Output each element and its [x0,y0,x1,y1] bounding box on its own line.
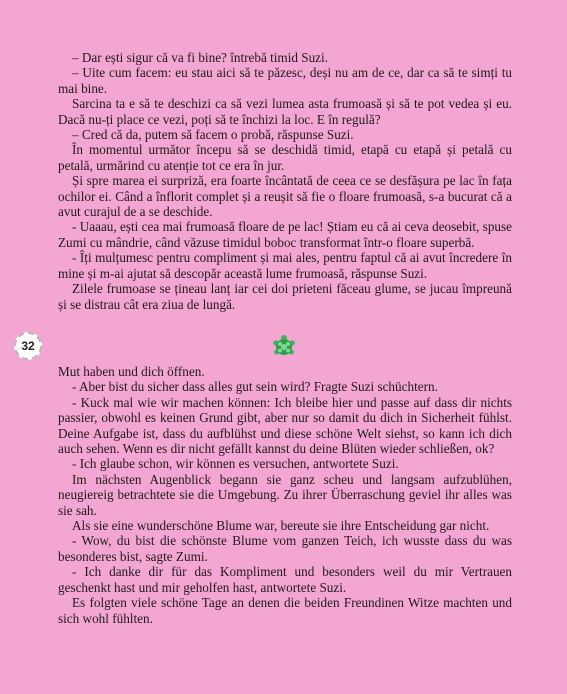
paragraph: – Uite cum facem: eu stau aici să te păzesc, deși nu am de ce, dar ca să te simți tu mai bine. [58,65,512,96]
paragraph: - Îți mulțumesc pentru compliment și mai ales, pentru faptul că ai avut încredere în mine și m-ai ajutat să descopăr această lume frumoasă, răspunse Suzi. [58,250,512,281]
paragraph: Im nächsten Augenblick begann sie ganz scheu und langsam aufzublühen, neugiereig betrachtete sie die Umgebung. Zu ihrer Überraschung geviel ihr alles was sie sah. [58,471,512,518]
paragraph: Mut haben und dich öffnen. [58,364,205,379]
paragraph: - Wow, du bist die schönste Blume vom ganzen Teich, ich wusste dass du was besonderes bist, sagte Zumi. [58,533,512,564]
paragraph: Als sie eine wunderschöne Blume war, bereute sie ihre Entscheidung gar nicht. [72,518,490,534]
paragraph: – Dar ești sigur că va fi bine? întrebă timid Suzi. [72,50,328,65]
paragraph: - Aber bist du sicher dass alles gut sein wird? Fragte Suzi schüchtern. [72,379,438,395]
paragraph: Zilele frumoase se țineau lanț iar cei doi prieteni făceau glume, se jucau împreună și se distrau cât era ziua de lungă. [58,281,512,312]
paragraph: - Uaaau, ești cea mai frumoasă floare de pe lac! Știam eu că ai ceva deosebit, spuse Zumi cu mândrie, când văzuse timidul boboc transformat într-o floare superbă. [58,219,512,250]
paragraph: În momentul următor începu să se deschidă timid, etapă cu etapă și petală cu petală, urmărind cu atenție tot ce era în jur. [58,142,512,173]
romanian-text [58,50,512,312]
paragraph: – Cred că da, putem să facem o probă, răspunse Suzi. [72,127,354,143]
paragraph: - Ich danke dir für das Kompliment und besonders weil du mir Vertrauen geschenkt hast und mir geholfen hast, antwortete Suzi. [58,564,512,595]
german-text [58,364,512,626]
page-number: 32 [14,332,42,360]
paragraph: - Ich glaube schon, wir können es versuchen, antwortete Suzi. [72,456,399,472]
paragraph: Sarcina ta e să te deschizi ca să vezi lumea asta frumoasă și să te pot vedea și eu. Dacă nu-ți place ce vezi, poți să te închizi la loc. E în regulă? [58,96,512,127]
paragraph: Es folgten viele schöne Tage an denen die beiden Freundinen Witze machten und sich wohl fühlten. [58,595,512,626]
turtle-icon [272,334,296,358]
paragraph: Și spre marea ei surpriză, era foarte încântată de ceea ce se desfășura pe lac în fața ochilor ei. Când a înflorit complet și a reușit să fie o floare frumoasă, s-a bucurat că a avut curajul de a se deschide. [58,173,512,220]
paragraph: - Kuck mal wie wir machen können: Ich bleibe hier und passe auf dass dir nichts passier, obwohl es keinen Grund gibt, aber nur so damit du dich in Sicherheit fühlst. Deine Aufgabe ist, dass du aufblühst und diese schöne Welt siehst, so kann ich dich auch sehen. Wenn es dir nicht gefällt kannst du deine Blüten wieder schließen, ok? [58,394,512,457]
